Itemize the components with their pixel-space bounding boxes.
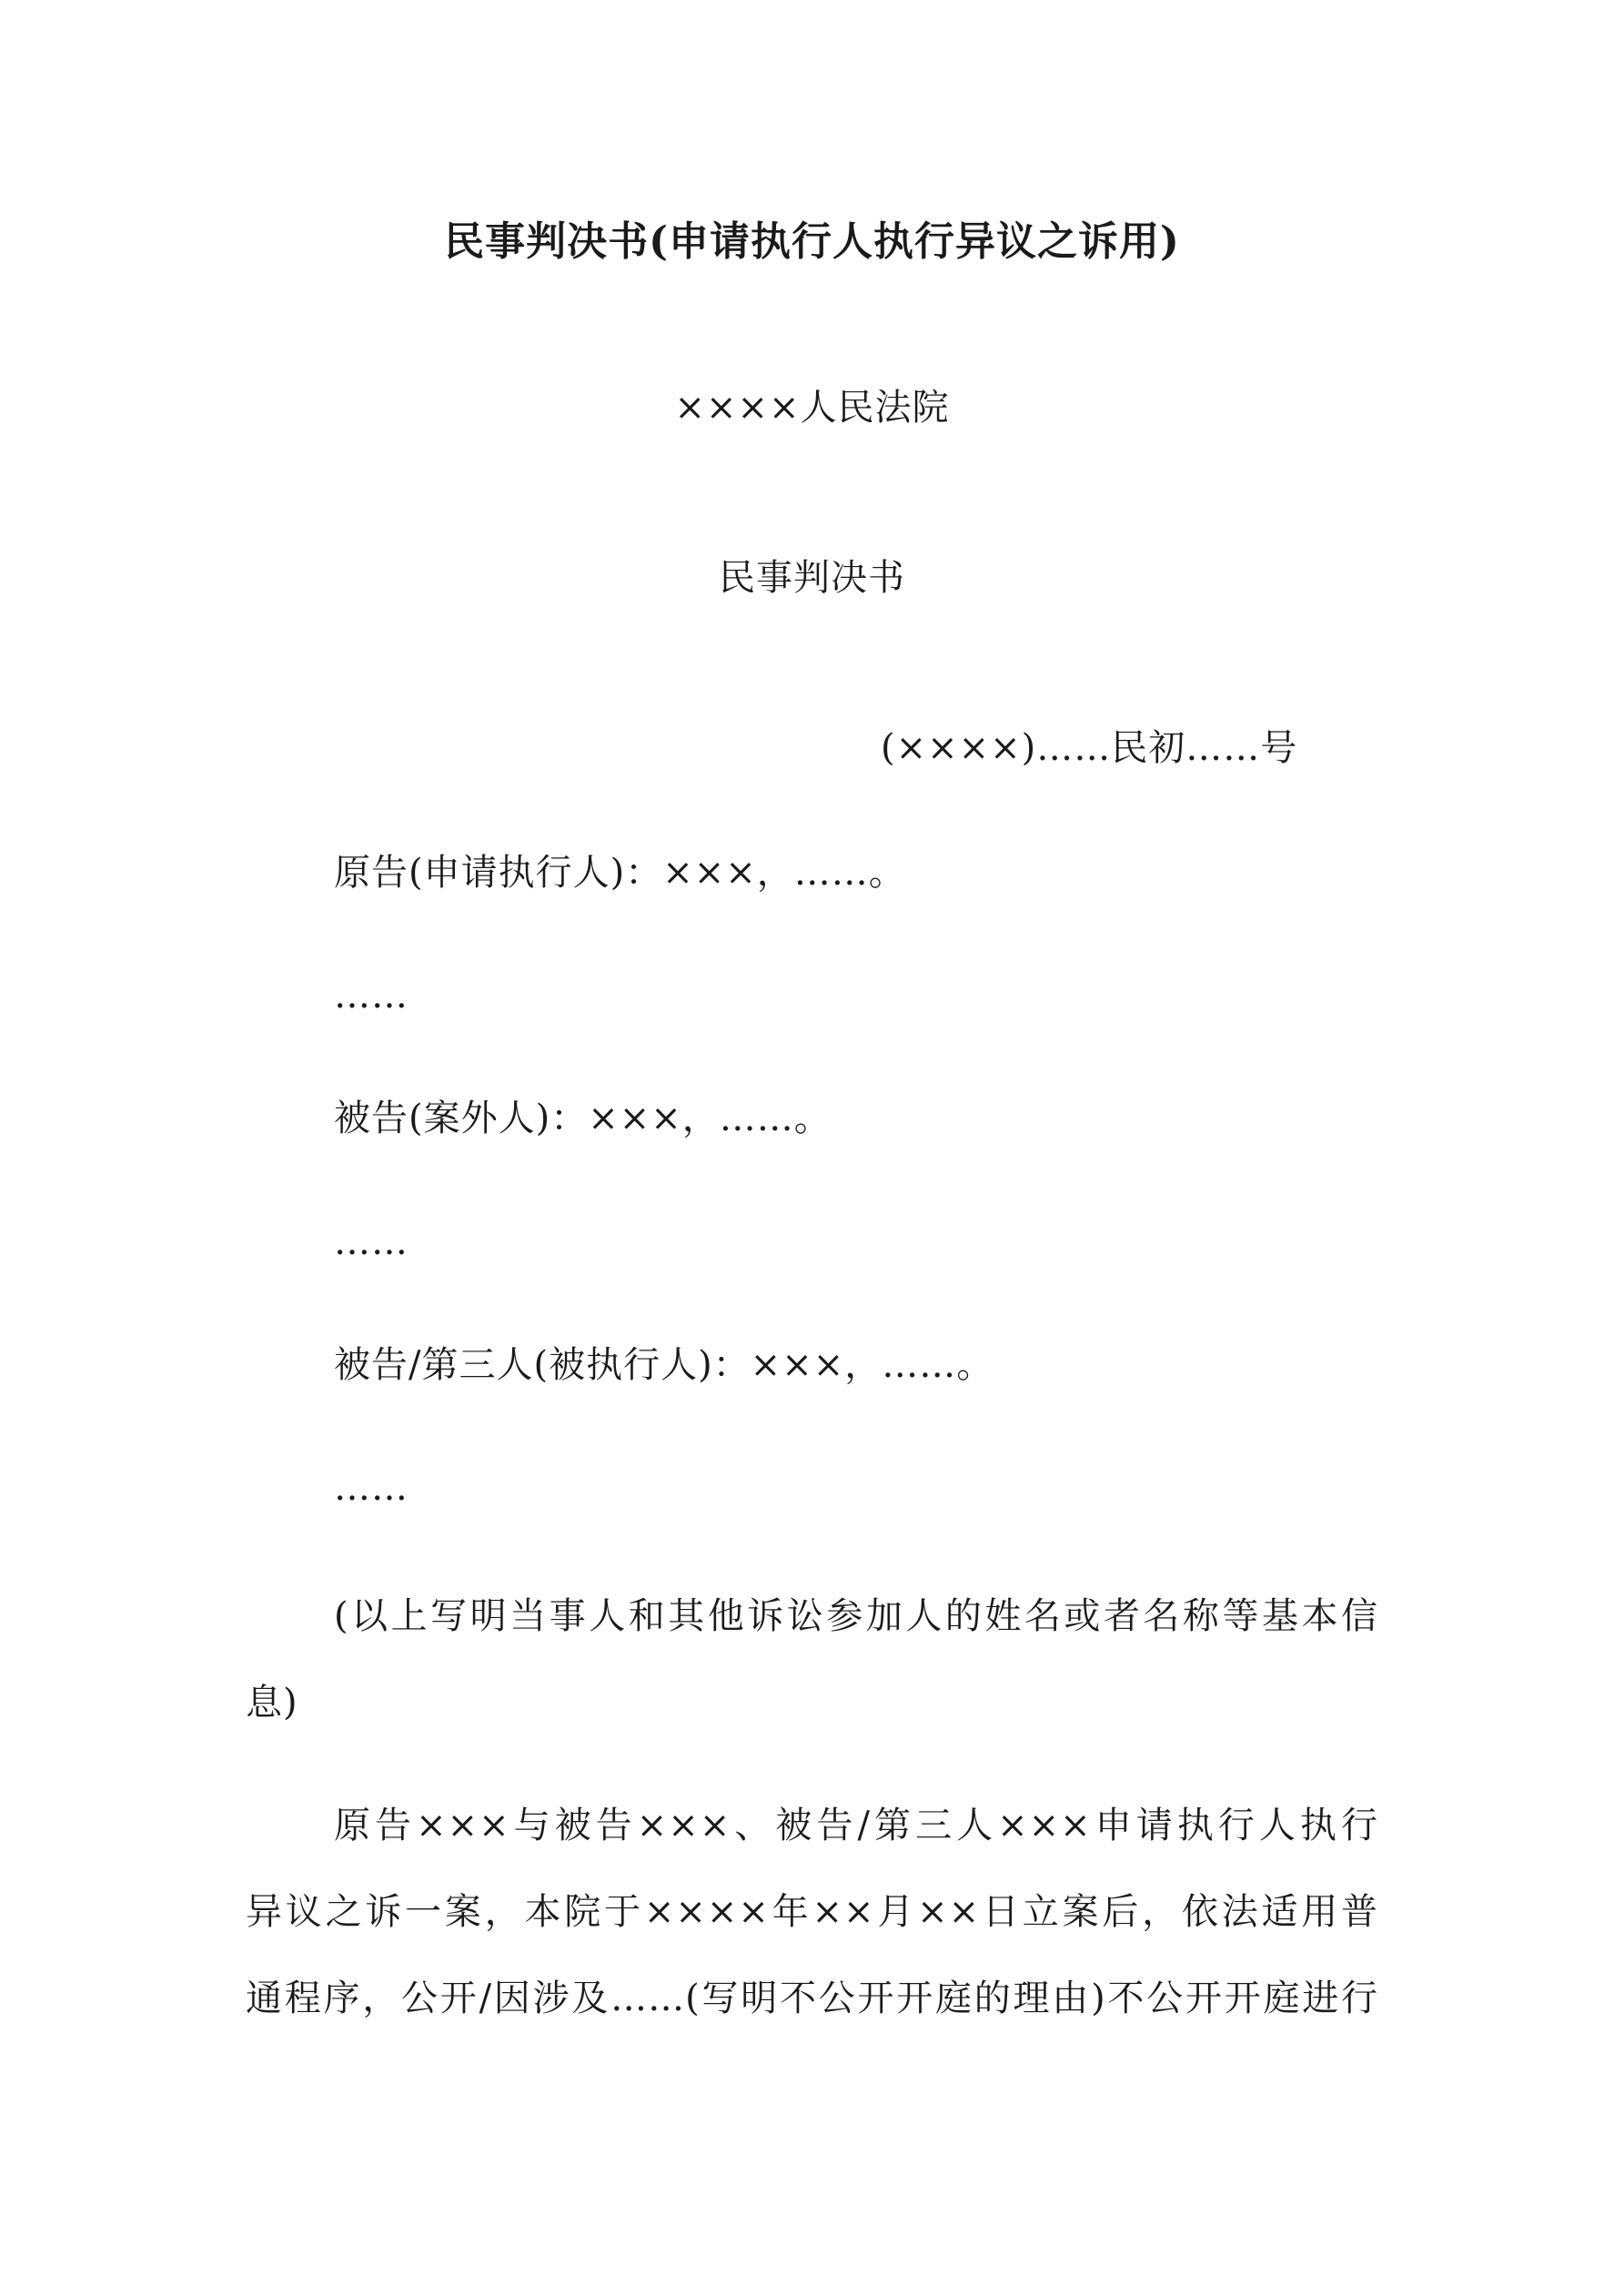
document-title: 民事判决书(申请执行人执行异议之诉用) [444,218,1180,265]
body-line-1: 原告×××与被告×××、被告/第三人×××申请执行人执行 [334,1805,1378,1846]
party-third-party: 被告/第三人(被执行人)：×××，……。 [334,1344,994,1386]
court-name: ××××人民法院 [674,387,950,429]
note-line-2: 息) [246,1682,298,1724]
note-line-1: (以上写明当事人和其他诉讼参加人的姓名或者名称等基本信 [334,1595,1378,1637]
document-type: 民事判决书 [719,557,905,599]
party-ellipsis: …… [334,1467,409,1509]
body-line-3: 通程序，公开/因涉及……(写明不公开开庭的理由)不公开开庭进行 [246,1977,1378,2019]
case-number: (××××)……民初……号 [881,727,1298,769]
body-line-2: 异议之诉一案，本院于××××年××月××日立案后，依法适用普 [246,1891,1378,1933]
party-ellipsis: …… [334,975,409,1017]
party-plaintiff: 原告(申请执行人)：×××，……。 [334,852,906,894]
party-ellipsis: …… [334,1221,409,1263]
party-defendant: 被告(案外人)：×××，……。 [334,1097,832,1139]
